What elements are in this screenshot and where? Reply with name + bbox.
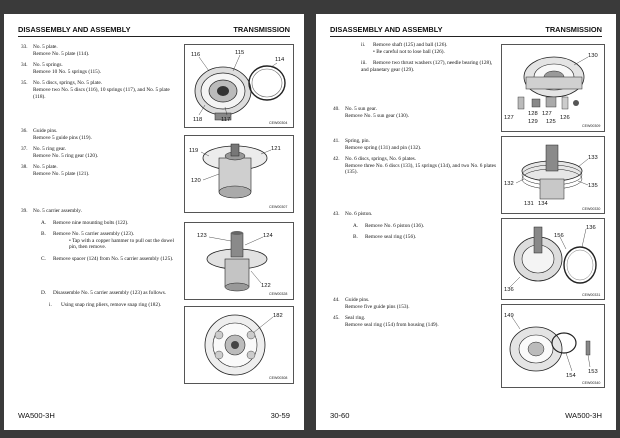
model-number: WA500-3H: [565, 411, 602, 420]
step-43: 43. No. 6 piston. A. Remove No. 6 piston (136). B. Remove seal ring (156).: [333, 211, 497, 246]
figure-piston: [501, 218, 605, 300]
chapter-title: TRANSMISSION: [545, 25, 602, 34]
step-39b: B. Remove No. 5 carrier assembly (123). • Tap with a copper hammer to pull out the dowel pin, then remove.: [21, 231, 181, 251]
step-34: 34. No. 5 springs. Remove 10 No. 5 springs (115).: [21, 62, 101, 75]
steps-ii-iii: [333, 42, 497, 78]
figure-discs-springs: [501, 136, 605, 214]
label-135: 135: [588, 183, 598, 189]
label-122: 122: [261, 283, 271, 289]
page-footer: [18, 411, 290, 421]
label-136-bottom: 136: [504, 287, 514, 293]
label-131: 131: [524, 201, 534, 207]
label-117: 117: [221, 117, 231, 123]
step-ii: ii. Remove shaft (125) and ball (126). • Be careful not to lose ball (126).: [333, 42, 497, 55]
transmission-housing-drawing: [195, 67, 251, 120]
label-114: 114: [275, 57, 285, 63]
figure-snap-ring: [184, 306, 294, 384]
label-130: 130: [588, 53, 598, 59]
label-134: 134: [538, 201, 548, 207]
steps-41-42: [333, 138, 497, 181]
left-page: [4, 14, 304, 430]
label-153: 153: [588, 369, 598, 375]
step-ii-note: • Be careful not to lose ball (126).: [373, 48, 445, 55]
label-123: 123: [197, 233, 207, 239]
label-124: 124: [263, 233, 273, 239]
label-120: 120: [191, 178, 201, 184]
figure-code: CEW00331: [582, 293, 601, 297]
step-44: 44. Guide pins. Remove five guide pins (153).: [333, 297, 410, 310]
label-149: 149: [504, 313, 514, 319]
step-39: 39. No. 5 carrier assembly. A. Remove nine mounting bolts (122). B. Remove No. 5 carrier assembly (123). • Tap with a copper hammer to pull out the dowel pin, then remove. C. Remove spacer (124) from No. 5 carrier assembly (125).: [21, 208, 181, 268]
label-126: 126: [560, 115, 570, 121]
step-39a: A. Remove nine mounting bolts (122).: [41, 219, 129, 226]
label-182: 182: [273, 313, 283, 319]
step-iii: iii. Remove two thrust washers (127), needle bearing (128), and planetary gear (129).: [361, 60, 493, 73]
label-119: 119: [189, 148, 199, 154]
label-154: 154: [566, 373, 576, 379]
label-118: 118: [193, 117, 203, 123]
step-35: 35. No. 5 discs, springs, No. 5 plate. Remove two No. 5 discs (116), 10 springs (117), and No. 5 plate (118).: [21, 80, 170, 100]
label-128: 128: [528, 111, 538, 117]
clutch-pack-drawing: [522, 145, 582, 199]
label-121: 121: [271, 146, 281, 152]
page-header: [330, 24, 602, 37]
step-45: 45. Seal ring. Remove seal ring (154) from housing (149).: [333, 315, 439, 328]
chapter-title: TRANSMISSION: [233, 25, 290, 34]
section-title: DISASSEMBLY AND ASSEMBLY: [18, 25, 131, 34]
section-title: DISASSEMBLY AND ASSEMBLY: [330, 25, 443, 34]
figure-code: CEW00307: [269, 205, 288, 209]
figure-guide-pins: [184, 135, 294, 213]
figure-code: CEW00330: [582, 207, 601, 211]
step-43b: B. Remove seal ring (156).: [353, 234, 417, 241]
label-136-top: 136: [586, 225, 596, 231]
page-number: 30-60: [330, 411, 350, 420]
steps-33-35: [21, 44, 181, 105]
step-39c: C. Remove spacer (124) from No. 5 carrier assembly (125).: [41, 255, 174, 262]
label-133: 133: [588, 155, 598, 161]
step-43a: A. Remove No. 6 piston (136).: [353, 222, 425, 229]
figure-code: CEW00309: [582, 124, 601, 128]
step-41: 41. Spring, pin. Remove spring (131) and pin (132).: [333, 138, 422, 151]
label-116: 116: [191, 52, 201, 58]
steps-44-45: [333, 297, 497, 333]
label-129: 129: [528, 119, 538, 125]
step-38: 38. No. 5 plate. Remove No. 5 plate (121).: [21, 164, 90, 177]
label-127-left: 127: [504, 115, 514, 121]
label-125: 125: [546, 119, 556, 125]
page-header: [18, 24, 290, 37]
figure-code: CEW00308: [269, 376, 288, 380]
figure-carrier-assembly: [184, 222, 294, 300]
label-115: 115: [235, 50, 245, 56]
right-page: [316, 14, 616, 430]
label-132: 132: [504, 181, 514, 187]
plate-ring-drawing: [249, 66, 285, 100]
seal-ring-drawing: [564, 247, 596, 283]
label-127-right: 127: [542, 111, 552, 117]
figure-sun-gear: [501, 44, 605, 132]
step-33: 33. No. 5 plate. Remove No. 5 plate (114).: [21, 44, 90, 57]
page-number: 30-59: [270, 411, 290, 420]
figure-code: CEW00304: [269, 121, 288, 125]
figure-code: CEW00340: [582, 381, 601, 385]
carrier-top-view: [205, 315, 265, 375]
carrier-drawing: [207, 231, 267, 291]
step-39b-note: • Tap with a copper hammer to pull out the dowel pin, then remove.: [69, 237, 174, 251]
label-156: 156: [554, 233, 564, 239]
step-42: 42. No. 6 discs, springs, No. 6 plates. Remove three No. 6 discs (133), 15 springs (134), and two No. 6 plates (135).: [333, 156, 497, 176]
model-number: WA500-3H: [18, 411, 55, 420]
housing-drawing: [203, 144, 267, 198]
step-39d-i: i. Using snap ring pliers, remove snap ring (182).: [49, 301, 162, 308]
figure-seal-ring-housing: [501, 304, 605, 388]
step-40: 40. No. 5 sun gear. Remove No. 5 sun gear (130).: [333, 106, 409, 119]
guide-pin-drawing: [586, 341, 590, 355]
figure-transmission-plate-114: [184, 44, 294, 128]
step-39d: D. Disassemble No. 5 carrier assembly (123) as follows. i. Using snap ring pliers, remove snap ring (182).: [21, 290, 181, 313]
page-footer: [330, 411, 602, 421]
figure-code: CEW00328: [269, 292, 288, 296]
step-36: 36. Guide pins. Remove 5 guide pins (119).: [21, 128, 92, 141]
step-37: 37. No. 5 ring gear. Remove No. 5 ring gear (120).: [21, 146, 99, 159]
steps-36-38: [21, 128, 181, 183]
